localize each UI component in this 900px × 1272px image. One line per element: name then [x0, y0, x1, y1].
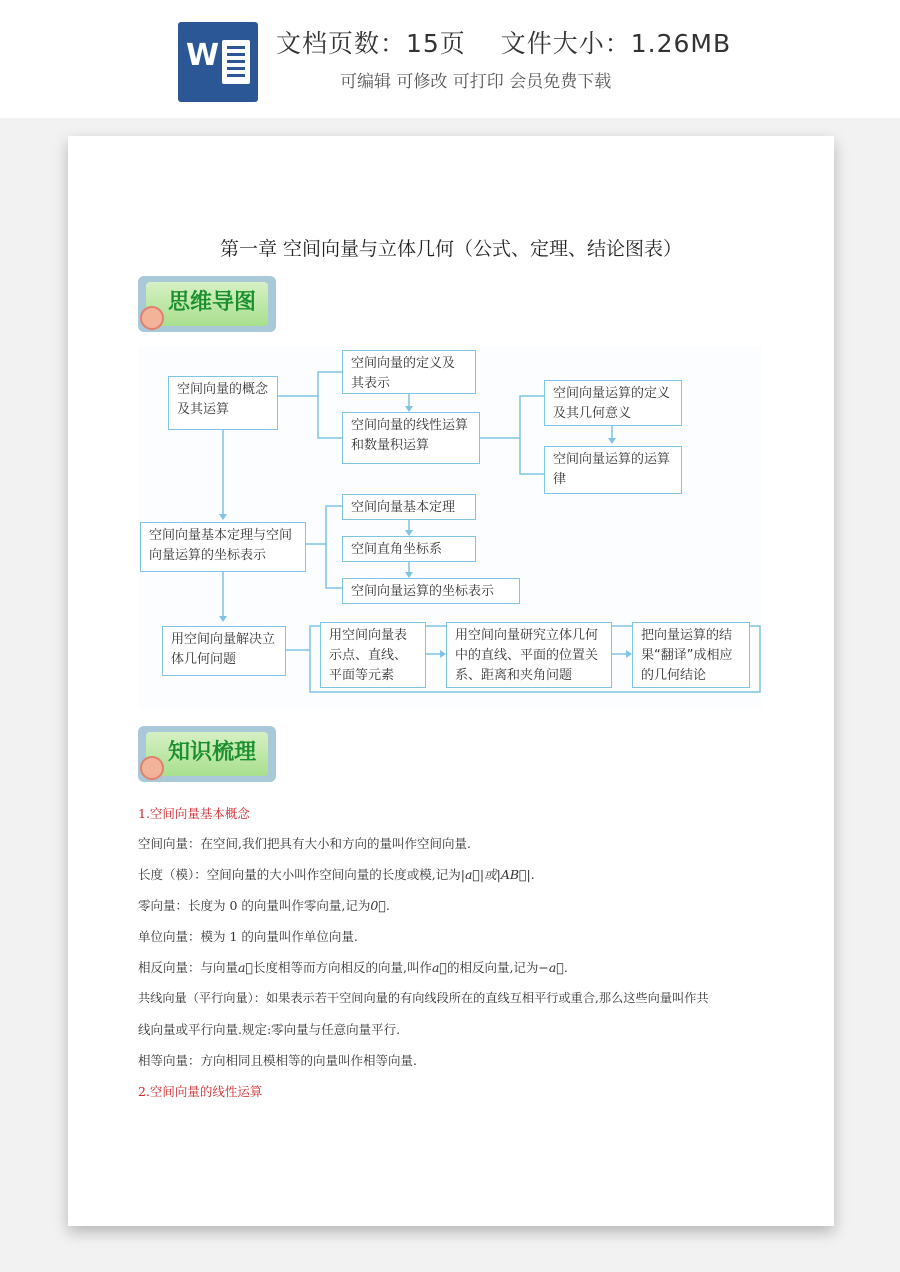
para-length [138, 865, 778, 883]
node-coordinate-ops: 空间向量运算的坐标表示 [342, 578, 520, 604]
para-unit-vector: 单位向量：模为 1 的向量叫作单位向量. [138, 929, 358, 944]
math-expression: a⃗ [431, 960, 447, 975]
math-expression: |a⃗|或|AB⃗|. [460, 867, 535, 882]
node-concept: 空间向量的概念及其运算 [168, 376, 278, 430]
node-linear-ops: 空间向量的线性运算和数量积运算 [342, 412, 480, 464]
para-text: 零向量：长度为 0 的向量叫作零向量,记为 [138, 898, 371, 913]
section-badge-mindmap [138, 276, 276, 332]
node-op-laws: 空间向量运算的运算律 [544, 446, 682, 494]
pin-icon [140, 756, 164, 780]
word-logo-letter: W [186, 38, 220, 73]
para-collinear-1: 共线向量（平行向量）：如果表示若干空间向量的有向线段所在的直线互相平行或重合,那么这些向量叫作共 [138, 991, 709, 1005]
section-badge-knowledge [138, 726, 276, 782]
math-expression: 0⃗. [370, 898, 390, 913]
para-collinear-2: 线向量或平行向量.规定:零向量与任意向量平行. [138, 1022, 401, 1037]
word-document-icon [178, 22, 258, 102]
node-basic-theorem: 空间向量基本定理 [342, 494, 476, 520]
mind-map [138, 346, 762, 708]
download-banner [0, 0, 900, 118]
para-equal-vector: 相等向量：方向相同且模相等的向量叫作相等向量. [138, 1053, 417, 1068]
para-text: 长度（模）：空间向量的大小叫作空间向量的长度或模,记为 [138, 867, 461, 882]
banner-title: 文档页数：15页 文件大小：1.26MB [276, 29, 732, 58]
node-coordinate-system: 空间直角坐标系 [342, 536, 476, 562]
banner-subtitle: 可编辑 可修改 可打印 会员免费下载 [340, 72, 612, 92]
document-lines-icon [222, 40, 250, 84]
section-label: 思维导图 [168, 290, 257, 315]
document-title: 第一章 空间向量与立体几何（公式、定理、结论图表） [219, 238, 683, 260]
para-text: 的相反向量,记为 [446, 960, 539, 975]
para-space-vector: 空间向量：在空间,我们把具有大小和方向的量叫作空间向量. [138, 836, 471, 851]
heading-basic-concepts: 1.空间向量基本概念 [138, 806, 250, 821]
math-expression: −a⃗. [538, 960, 568, 975]
document-page [68, 136, 834, 1226]
node-translate-results: 把向量运算的结果“翻译”成相应的几何结论 [632, 622, 750, 688]
node-solve-geometry: 用空间向量解决立体几何问题 [162, 626, 286, 676]
heading-linear-ops: 2.空间向量的线性运算 [138, 1084, 263, 1099]
node-op-meaning: 空间向量运算的定义及其几何意义 [544, 380, 682, 426]
node-definition: 空间向量的定义及其表示 [342, 350, 476, 394]
node-study-relations: 用空间向量研究立体几何中的直线、平面的位置关系、距离和夹角问题 [446, 622, 612, 688]
para-text: 长度相等而方向相反的向量,叫作 [252, 960, 432, 975]
pin-icon [140, 306, 164, 330]
para-text: 相反向量：与向量 [138, 960, 239, 975]
para-opposite-vector [138, 958, 778, 976]
node-basic-theorem-coords: 空间向量基本定理与空间向量运算的坐标表示 [140, 522, 306, 572]
node-represent-elements: 用空间向量表示点、直线、平面等元素 [320, 622, 426, 688]
math-expression: a⃗ [238, 960, 253, 975]
para-zero-vector [138, 896, 778, 914]
section-label: 知识梳理 [168, 740, 257, 765]
